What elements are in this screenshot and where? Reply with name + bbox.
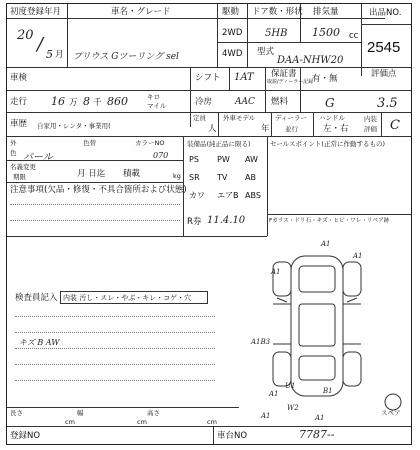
capacity-label: 定員 (193, 114, 206, 122)
reg-no-label: 登録NO (10, 431, 41, 441)
loading-kg: kg (173, 172, 181, 180)
shift-value: 1AT (234, 72, 254, 83)
mileage-mile: マイル (147, 102, 167, 110)
history-options: 自家用・レンタ・事業用( (37, 122, 111, 130)
import-year: 年 (261, 124, 270, 134)
ac-value: AAC (235, 97, 255, 107)
displacement-label: 排気量 (313, 7, 339, 17)
mileage-rest: 860 (107, 95, 128, 108)
mileage-k: 8 (83, 95, 90, 108)
handle-lr: 左・右 (323, 124, 349, 134)
name-change-label: 名義変更 (10, 163, 36, 171)
shaken-label: 車検 (10, 73, 28, 83)
model-grade-label: 車名・グレード (111, 7, 171, 17)
damage-mark: A1 (261, 412, 271, 420)
damage-mark: A1 (321, 240, 331, 248)
first-reg-label: 初度登録年月 (10, 7, 62, 17)
score-label: 評価点 (371, 69, 397, 79)
color-no-label: カラーNO (135, 139, 165, 147)
fuel-label: 燃料 (271, 97, 289, 107)
parallel-label: 並行 (285, 125, 298, 133)
lot-no: 2545 (367, 39, 401, 56)
mileage-km: キロ (147, 93, 160, 101)
sales-footer: Fガラス・ドリ石・キズ・ヒビ・ワレ・リペア跡 (269, 218, 390, 224)
interior-label: 内装 (364, 115, 377, 123)
displacement-value: 1500 (312, 26, 340, 39)
drive-2wd: 2WD (222, 28, 243, 38)
damage-mark: U1 (285, 382, 296, 390)
height-label: 高さ (147, 409, 160, 417)
mileage-10k: 16 (51, 95, 65, 108)
width-label: 幅 (77, 409, 84, 417)
warranty-sub: 取説/ディーラー記録 (267, 79, 314, 85)
type-code: DAA-NHW20 (277, 55, 344, 66)
length-label: 長さ (10, 409, 23, 417)
inspector-label: 検査員記入 (15, 293, 58, 303)
color-label: 色 (10, 149, 17, 157)
equipment-item: エアB (217, 191, 239, 200)
period-ymd: 月 日迄 (77, 169, 106, 179)
inspector-comment: キズ B AW (19, 338, 60, 347)
doors-value: 5HB (265, 28, 288, 39)
loading-label: 積載 (123, 169, 141, 179)
equipment-item: SR (189, 173, 200, 182)
ac-label: 冷房 (195, 97, 213, 107)
period-label: 期限 (13, 173, 26, 181)
score-value: 3.5 (377, 96, 398, 111)
equipment-item: ABS (245, 191, 261, 200)
reg-month-suffix: 月 (55, 50, 64, 60)
mileage-label: 走行 (10, 97, 28, 107)
equipment-item: TV (217, 173, 228, 182)
damage-mark: A1 (315, 414, 325, 422)
chassis-no-label: 車台NO (217, 431, 248, 441)
chassis-no-value: 7787-- (299, 428, 335, 441)
model-name: プリウス Gツーリング sel (73, 52, 179, 62)
damage-mark: W2 (287, 404, 299, 412)
equipment-item: PS (189, 155, 199, 164)
reg-month: 5 (46, 48, 53, 61)
import-model-label: 外車モデル (223, 114, 256, 122)
interior-label2: 評価 (364, 125, 377, 133)
damage-mark: B1 (323, 387, 333, 395)
type-label: 型式 (257, 47, 275, 57)
equipment-title: 装備品(純正品に限る) (187, 140, 251, 148)
height-cm: cm (207, 418, 217, 426)
mileage-man: 万 (69, 98, 78, 108)
color-no-value: 070 (153, 151, 169, 160)
damage-mark: A1 (353, 252, 363, 260)
spare-label: スペア (381, 409, 401, 417)
drive-label: 駆動 (222, 7, 240, 17)
equipment-item: AB (245, 173, 256, 182)
inspection-sheet (6, 3, 412, 445)
drive-4wd: 4WD (222, 49, 243, 59)
sales-point-title: セールスポイント(正常に作動するもの) (270, 140, 385, 148)
color-value: パール (23, 152, 53, 163)
notes-label: 注意事項(欠品・修復・不具合箇所および状態) (10, 185, 187, 195)
capacity-unit: 人 (208, 124, 217, 134)
warranty-yes-no: 有・無 (312, 74, 338, 84)
damage-mark: A1 (271, 268, 281, 276)
color-change-label: 色替 (83, 139, 96, 147)
dealer-label: ディーラー (275, 114, 307, 122)
lot-no-label: 出品NO. (369, 8, 402, 18)
fuel-value: G (325, 96, 335, 110)
damage-mark: A1 (269, 390, 279, 398)
length-cm: cm (65, 418, 75, 426)
mileage-thou: 千 (93, 98, 102, 108)
reg-slash: / (37, 34, 44, 55)
equipment-item: カワ (189, 191, 205, 200)
warranty-label: 保証書 (271, 69, 297, 79)
doors-shape-label: ドア数・形状 (252, 7, 303, 17)
damage-mark: A1B3 (251, 338, 271, 346)
reg-year: 20 (17, 28, 34, 43)
handle-label: ハンドル (319, 114, 345, 122)
cc-unit: cc (349, 31, 359, 41)
r-ticket-value: 11.4.10 (207, 215, 246, 226)
equipment-item: PW (217, 155, 230, 164)
history-label: 車歴 (10, 119, 28, 129)
r-ticket-label: R券 (187, 217, 202, 227)
width-cm: cm (137, 418, 147, 426)
inspector-options: 内装 汚し・スレ・やぶ・キレ・コゲ・穴 (63, 294, 192, 302)
color-outer-label: 外 (10, 139, 17, 147)
shift-label: シフト (195, 73, 221, 83)
interior-score: C (390, 118, 400, 133)
equipment-item: AW (245, 155, 258, 164)
